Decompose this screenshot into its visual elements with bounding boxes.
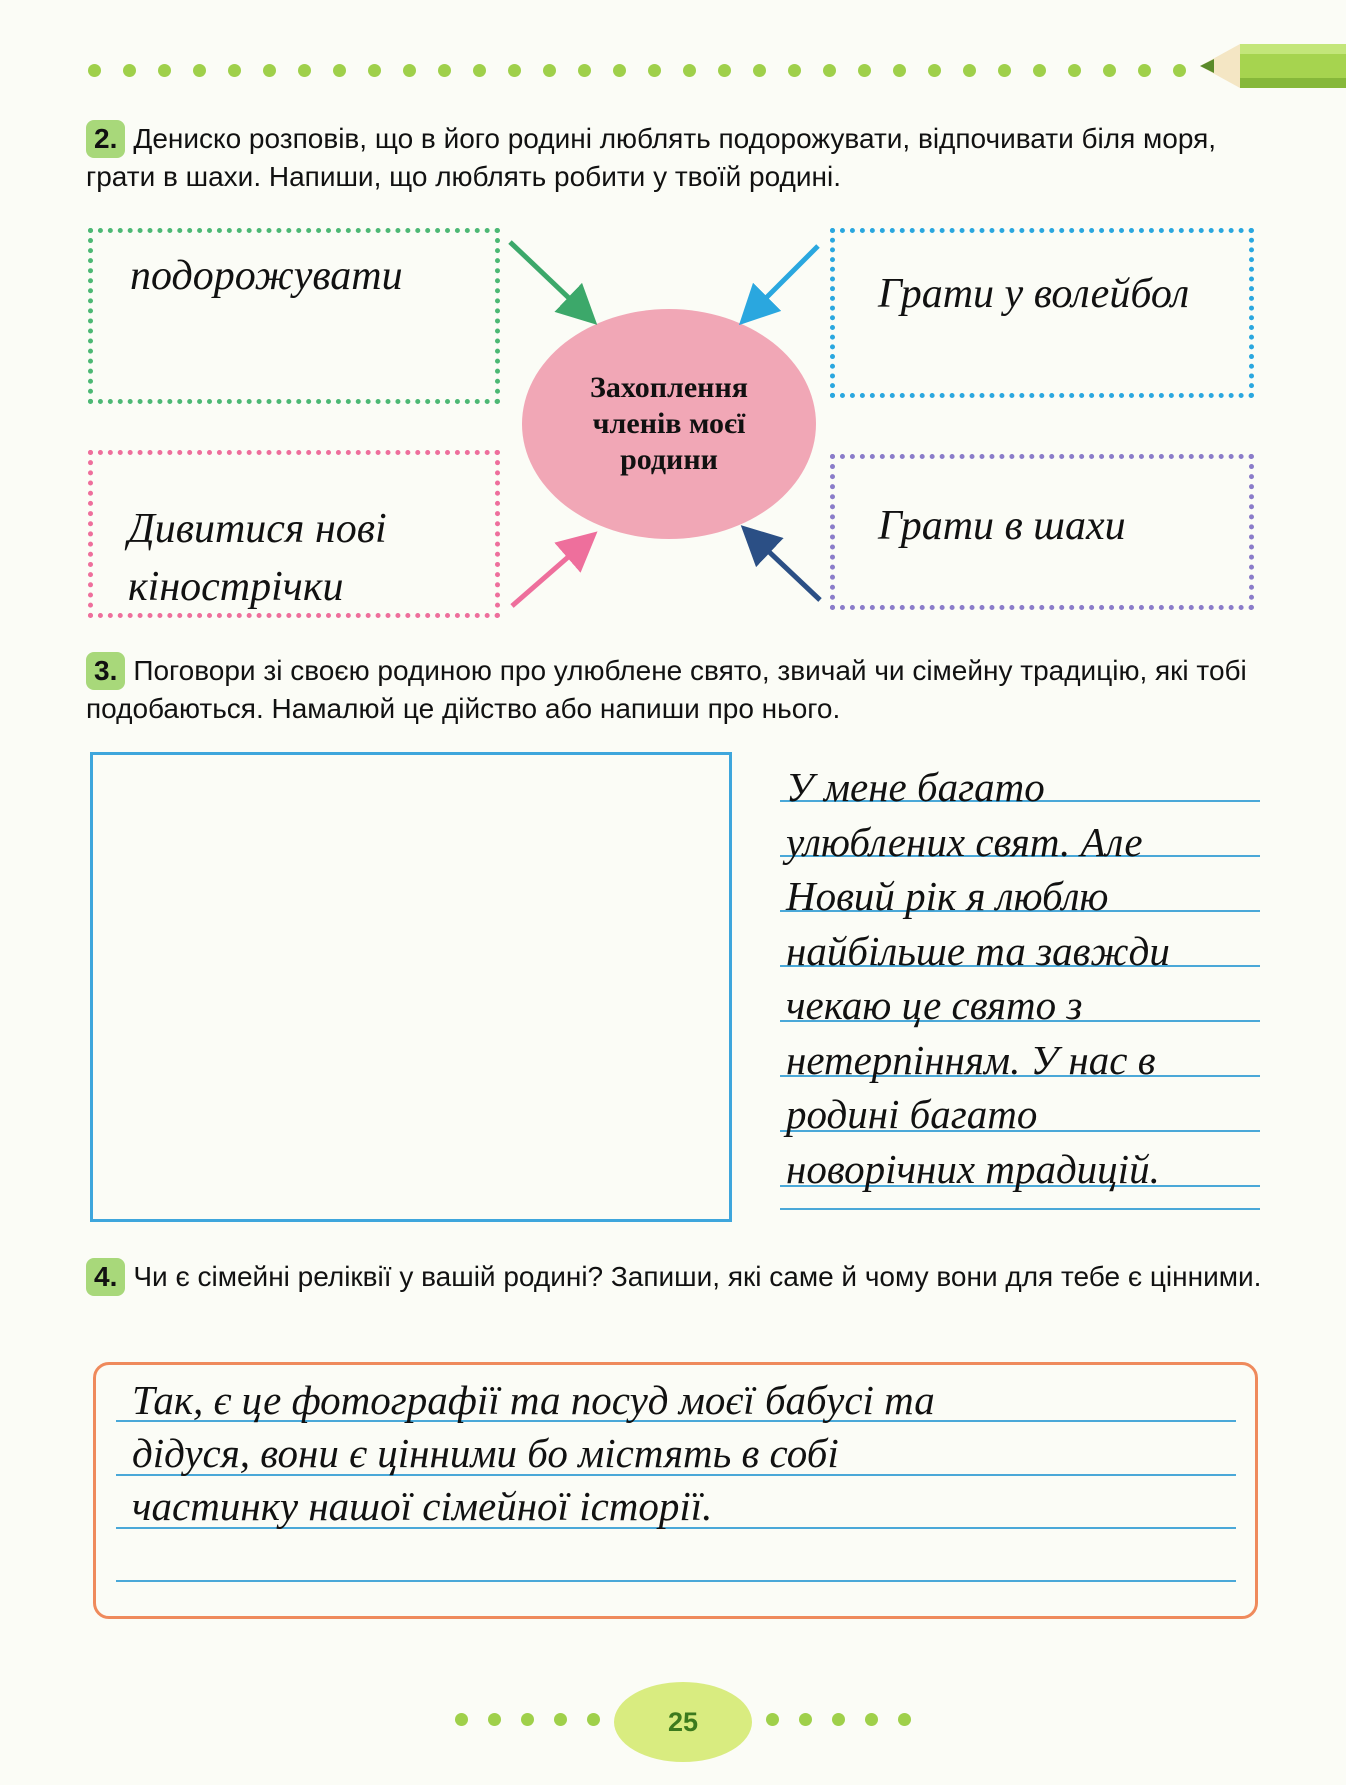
decorative-dot [718,64,731,77]
ruled-line [116,1580,1236,1582]
decorative-dot [298,64,311,77]
answer-line: чекаю це свято з [786,982,1083,1028]
decorative-dot [521,1713,534,1726]
arrow-green [510,242,590,318]
decorative-dot [554,1713,567,1726]
decorative-dot [488,1713,501,1726]
decorative-dot [683,64,696,77]
decorative-dot [648,64,661,77]
decorative-dot [928,64,941,77]
decorative-dot [898,1713,911,1726]
task-3-prompt [86,652,1266,728]
answer-text-top-right: Грати у волейбол [878,271,1190,317]
decorative-dot [158,64,171,77]
page-number-badge [614,1682,752,1762]
task-4-prompt [86,1258,1266,1296]
answer-line: дідуся, вони є цінними бо містять в собі [132,1430,839,1476]
arrow-blue [746,246,818,318]
decorative-dot [753,64,766,77]
decorative-dot [228,64,241,77]
decorative-dot [438,64,451,77]
task-2-prompt [86,120,1266,196]
decorative-dot [823,64,836,77]
decorative-dot [613,64,626,77]
task-number: 3. [86,652,125,690]
decorative-dot [832,1713,845,1726]
center-topic-ellipse [522,309,816,539]
ruled-line [780,1208,1260,1210]
decorative-dot [578,64,591,77]
decorative-dot [88,64,101,77]
decorative-dot [893,64,906,77]
decorative-dot [1033,64,1046,77]
decorative-dot [788,64,801,77]
top-dot-decoration [88,64,1208,77]
bottom-dot-decoration-left [455,1713,620,1726]
center-topic-label: Захоплення членів моєї родини [590,371,748,476]
bottom-dot-decoration-right [766,1713,931,1726]
decorative-dot [1068,64,1081,77]
decorative-dot [263,64,276,77]
decorative-dot [333,64,346,77]
answer-line: найбільше та завжди [786,927,1170,974]
decorative-dot [865,1713,878,1726]
answer-text-bottom-left: Дивитися нові кінострічки [128,506,387,610]
decorative-dot [508,64,521,77]
decorative-dot [799,1713,812,1726]
task-3-answer[interactable] [786,760,1266,1196]
page-number: 25 [667,1706,699,1737]
arrow-pink [512,538,590,606]
decorative-dot [963,64,976,77]
decorative-dot [1138,64,1151,77]
pencil-icon [1200,36,1346,96]
decorative-dot [998,64,1011,77]
decorative-dot [766,1713,779,1726]
decorative-dot [543,64,556,77]
answer-line: У мене багато [786,764,1045,810]
decorative-dot [473,64,486,77]
decorative-dot [1103,64,1116,77]
answer-line: новорічних традицій. [786,1145,1160,1192]
decorative-dot [403,64,416,77]
decorative-dot [455,1713,468,1726]
task-number: 4. [86,1258,125,1296]
answer-text-top-left: подорожувати [130,253,403,299]
answer-text-bottom-right: Грати в шахи [878,503,1126,549]
answer-line: Так, є це фотографії та посуд моєї бабусі та [132,1377,935,1423]
decorative-dot [368,64,381,77]
decorative-dot [858,64,871,77]
drawing-area[interactable] [90,752,732,1222]
answer-line: Новий рік я люблю [786,873,1109,919]
decorative-dot [123,64,136,77]
decorative-dot [1173,64,1186,77]
task-4-answer [132,1374,1232,1533]
answer-line: улюблених свят. Але [786,818,1143,865]
task-text: Чи є сімейні реліквії у вашій родині? Запиши, які саме й чому вони для тебе є цінними. [133,1261,1262,1292]
task-text: Поговори зі своєю родиною про улюблене свято, звичай чи сімейну традицію, які тобі подобаються. Намалюй це дійство або напиши про нього. [86,655,1247,724]
answer-line: частинку нашої сімейної історії. [132,1483,713,1529]
task-text: Дениско розповів, що в його родині люблять подорожувати, відпочивати біля моря, грати в шахи. Напиши, що люблять робити у твоїй родині. [86,123,1217,192]
answer-line: родині багато [786,1091,1038,1137]
task-number: 2. [86,120,125,158]
decorative-dot [193,64,206,77]
decorative-dot [587,1713,600,1726]
answer-line: нетерпінням. У нас в [786,1036,1156,1083]
arrow-navy [748,532,820,600]
